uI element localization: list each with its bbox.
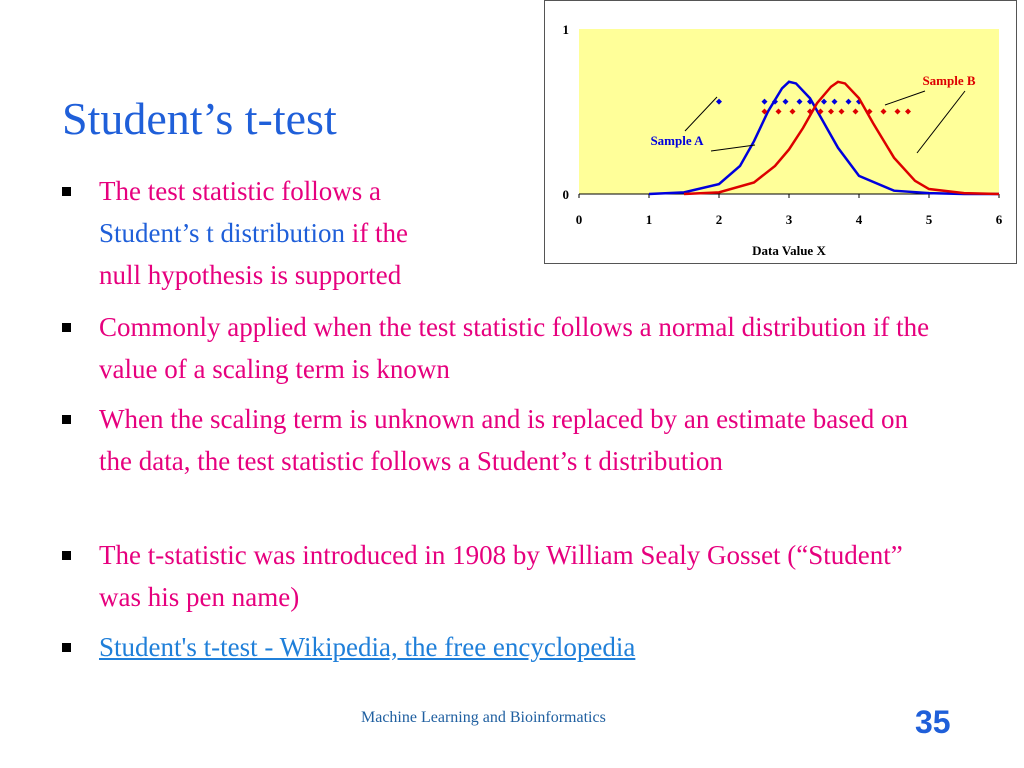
footer-text: Machine Learning and Bioinformatics — [361, 709, 606, 726]
bullet-marker — [62, 323, 71, 332]
bullet-marker — [62, 415, 71, 424]
bullet-text-part: null hypothesis is supported — [99, 260, 402, 290]
x-tick-label: 0 — [575, 212, 583, 227]
x-axis-label: Data Value X — [752, 243, 826, 258]
y-tick-label: 0 — [562, 187, 569, 202]
bullet-marker — [62, 643, 71, 652]
x-tick-label: 3 — [785, 212, 793, 227]
x-tick-label: 4 — [855, 212, 863, 227]
x-tick-label: 1 — [645, 212, 653, 227]
bullet-text: Commonly applied when the test statistic follows a normal distribution if the value of a scaling term is known — [99, 312, 930, 384]
series-label: Sample B — [922, 73, 976, 88]
bullet-marker — [62, 187, 71, 196]
distribution-chart — [544, 0, 1017, 264]
bullet-text-highlight: Student’s t distribution — [99, 218, 346, 248]
bullet-text: When the scaling term is unknown and is replaced by an estimate based on the data, the test statistic follows a Student’s t distribution — [99, 404, 909, 476]
plot-background — [579, 29, 999, 194]
x-tick-label: 6 — [995, 212, 1003, 227]
x-tick-label: 2 — [715, 212, 723, 227]
series-label: Sample A — [650, 133, 704, 148]
chart-svg — [545, 1, 1018, 265]
bullet-marker — [62, 551, 71, 560]
page-number: 35 — [915, 704, 951, 740]
slide-title: Student’s t-test — [62, 93, 337, 144]
y-tick-label: 1 — [562, 22, 569, 37]
x-tick-label: 5 — [925, 212, 933, 227]
bullet-text: The t-statistic was introduced in 1908 by William Sealy Gosset (“Student” was his pen name) — [99, 540, 903, 612]
bullet-text-part: The test statistic follows a — [99, 176, 381, 206]
wikipedia-link[interactable]: Student's t-test - Wikipedia, the free encyclopedia — [99, 632, 636, 662]
bullet-text — [99, 170, 408, 296]
bullet-text-part: if the — [345, 218, 409, 248]
